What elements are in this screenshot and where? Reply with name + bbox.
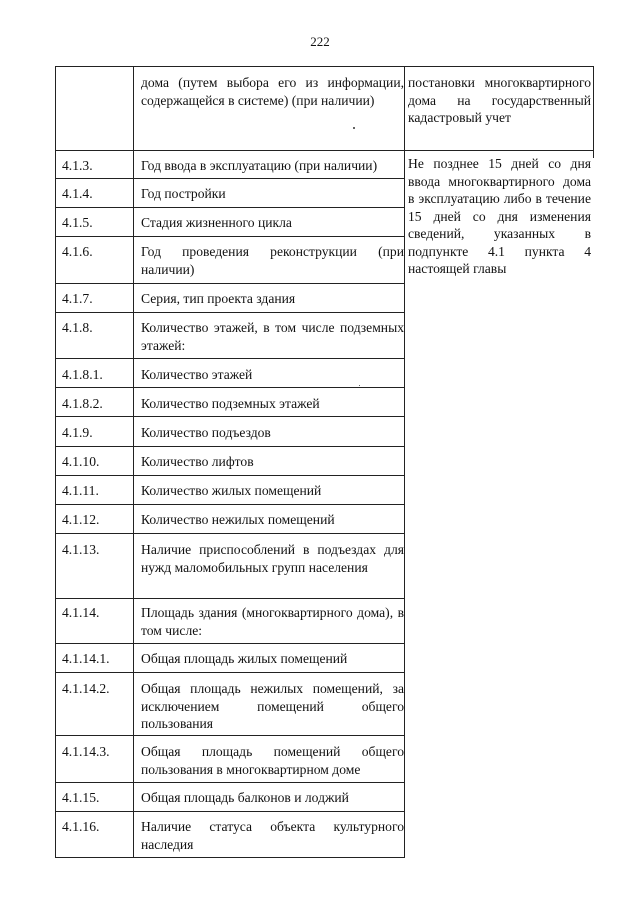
row-number: 4.1.10. [62, 454, 100, 469]
row-text: Общая площадь балконов и лоджий [141, 790, 349, 805]
row-divider [55, 504, 404, 505]
row-number: 4.1.6. [62, 244, 93, 259]
row-text: Серия, тип проекта здания [141, 291, 296, 306]
row-number: 4.1.16. [62, 819, 100, 834]
row-text: Количество этажей [141, 367, 253, 382]
row-text: Год проведения реконструкции (при наличии) [141, 244, 404, 277]
row-number: 4.1.15. [62, 790, 100, 805]
row-text: Год ввода в эксплуатацию (при наличии) [141, 158, 378, 173]
table-border-bottom [55, 857, 404, 858]
row-text: Общая площадь нежилых помещений, за исключением помещений общего пользования [141, 681, 404, 731]
table-border-left [55, 66, 56, 858]
row-number: 4.1.11. [62, 483, 99, 498]
table-border-right [593, 66, 594, 158]
row-text: Общая площадь помещений общего пользования в многоквартирном доме [141, 744, 404, 777]
row-divider [55, 533, 404, 534]
row-divider [55, 811, 404, 812]
row-number: 4.1.14.2. [62, 681, 110, 696]
row-number: 4.1.14. [62, 605, 100, 620]
row-text: Наличие приспособлений в подъездах для нужд маломобильных групп населения [141, 542, 404, 575]
row-number: 4.1.9. [62, 425, 93, 440]
row-divider [55, 598, 404, 599]
scan-speck [353, 127, 355, 129]
row-divider [55, 312, 404, 313]
row-text: Количество этажей, в том числе подземных этажей: [141, 320, 404, 353]
row-number: 4.1.14.3. [62, 744, 110, 759]
top-row-text: дома (путем выбора его из информации, содержащейся в системе) (при наличии) [141, 75, 404, 108]
top-row-right-text: постановки многоквартирного дома на государственный кадастровый учет [408, 75, 591, 125]
row-text: Наличие статуса объекта культурного наследия [141, 819, 404, 852]
deadline-text: Не позднее 15 дней со дня ввода многоквартирного дома в эксплуатацию либо в течение 15 дней со дня изменения сведений, указанных в подпункте 4.1 пункта 4 настоящей главы [408, 156, 591, 276]
row-divider [55, 387, 404, 388]
row-divider [55, 358, 404, 359]
row-divider [55, 735, 404, 736]
row-number: 4.1.3. [62, 158, 93, 173]
row-text: Количество нежилых помещений [141, 512, 335, 527]
row-divider [55, 475, 404, 476]
row-divider [55, 150, 593, 151]
row-text: Количество подъездов [141, 425, 271, 440]
row-text: Общая площадь жилых помещений [141, 651, 348, 666]
row-number: 4.1.13. [62, 542, 100, 557]
row-divider [55, 236, 404, 237]
row-number: 4.1.14.1. [62, 651, 110, 666]
row-number: 4.1.8.2. [62, 396, 103, 411]
row-divider [55, 178, 404, 179]
page-number: 222 [310, 34, 330, 49]
row-number: 4.1.8.1. [62, 367, 103, 382]
row-text: Стадия жизненного цикла [141, 215, 292, 230]
scan-speck [359, 385, 360, 386]
row-text: Площадь здания (многоквартирного дома), в том числе: [141, 605, 404, 638]
row-text: Год постройки [141, 186, 226, 201]
row-number: 4.1.4. [62, 186, 93, 201]
row-divider [55, 446, 404, 447]
table-border-col1 [133, 66, 134, 858]
row-text: Количество жилых помещений [141, 483, 322, 498]
row-text: Количество лифтов [141, 454, 254, 469]
row-divider [55, 782, 404, 783]
row-number: 4.1.8. [62, 320, 93, 335]
row-number: 4.1.5. [62, 215, 93, 230]
row-number: 4.1.12. [62, 512, 100, 527]
table-border-col2 [404, 66, 405, 858]
row-number: 4.1.7. [62, 291, 93, 306]
row-divider [55, 643, 404, 644]
row-divider [55, 283, 404, 284]
row-text: Количество подземных этажей [141, 396, 320, 411]
table-border-top [55, 66, 593, 67]
row-divider [55, 207, 404, 208]
row-divider [55, 416, 404, 417]
row-divider [55, 672, 404, 673]
